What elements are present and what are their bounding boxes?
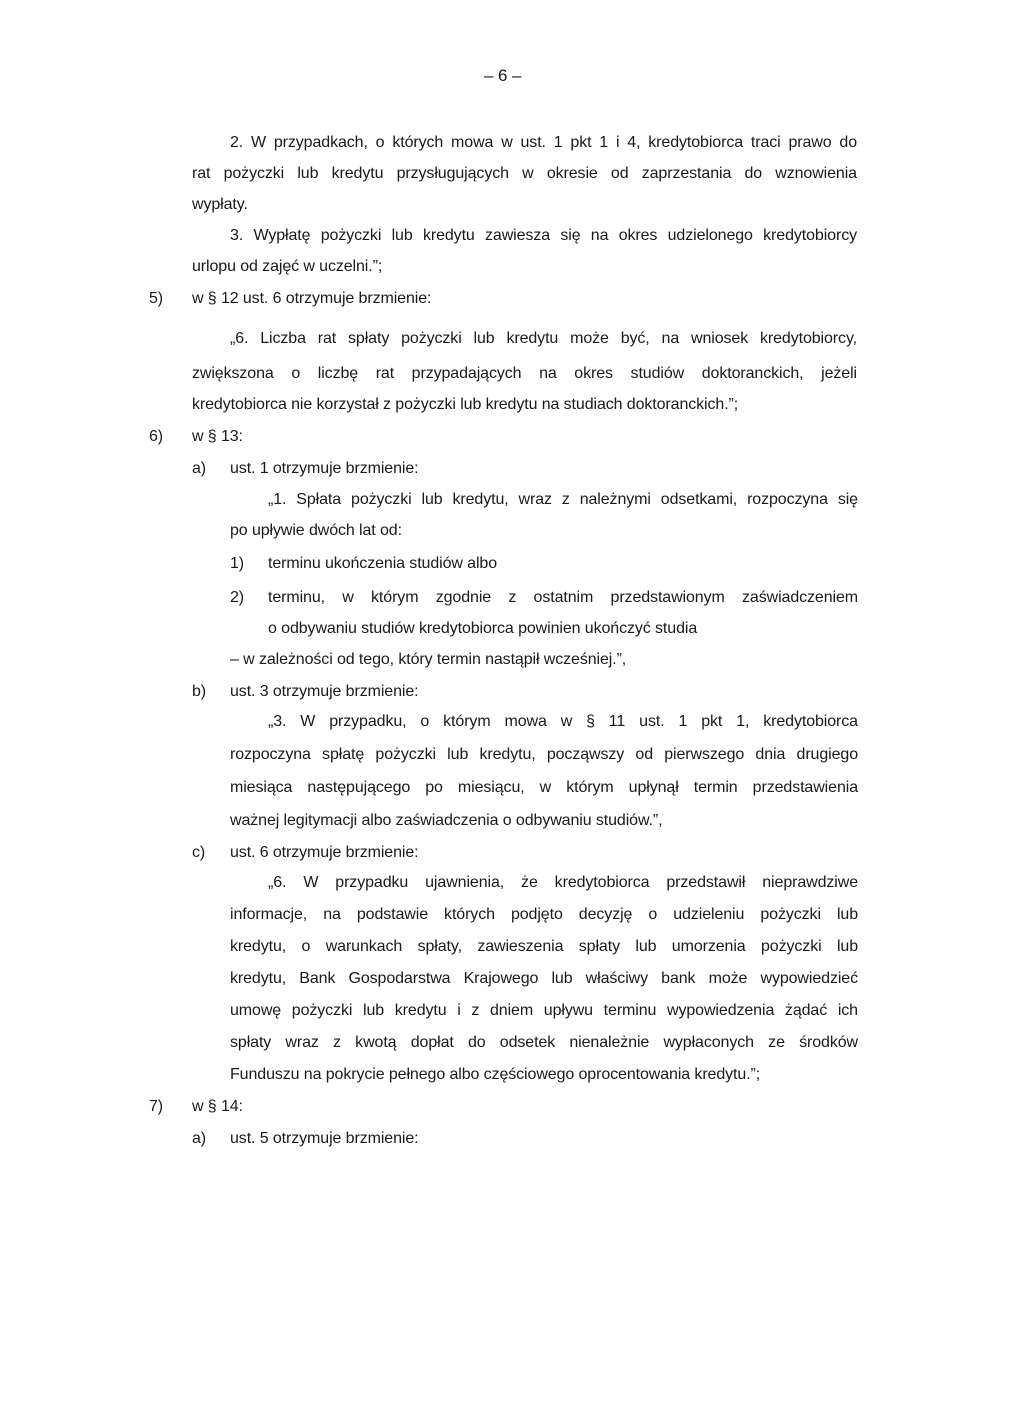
list-marker: 5) <box>149 290 164 307</box>
sub-list-item-text: ust. 6 otrzymuje brzmienie: <box>230 844 419 861</box>
paragraph-line: informacje, na podstawie których podjęto decyzję o udzieleniu pożyczki lub <box>230 906 858 923</box>
paragraph-line: 2. W przypadkach, o których mowa w ust. 1 pkt 1 i 4, kredytobiorca traci prawo do <box>230 134 857 151</box>
point-text: o odbywaniu studiów kredytobiorca powinien ukończyć studia <box>268 620 698 637</box>
page-number-text: – 6 – <box>484 66 522 85</box>
paragraph-line: miesiąca następującego po miesiącu, w którym upłynął termin przedstawienia <box>230 779 858 796</box>
list-item-text: w § 12 ust. 6 otrzymuje brzmienie: <box>192 290 432 307</box>
paragraph-line: kredytobiorca nie korzystał z pożyczki lub kredytu na studiach doktoranckich.”; <box>192 396 739 413</box>
list-item-text: w § 13: <box>192 428 243 445</box>
sub-list-marker: b) <box>192 683 207 700</box>
paragraph-line: zwiększona o liczbę rat przypadających na okres studiów doktoranckich, jeżeli <box>192 365 857 382</box>
point-text: terminu, w którym zgodnie z ostatnim przedstawionym zaświadczeniem <box>268 589 858 606</box>
paragraph-line: – w zależności od tego, który termin nastąpił wcześniej.”, <box>230 651 627 668</box>
paragraph-line: wypłaty. <box>192 196 248 213</box>
sub-list-marker: a) <box>192 460 207 477</box>
point-marker: 2) <box>230 589 245 606</box>
sub-list-marker: c) <box>192 844 206 861</box>
paragraph-line: ważnej legitymacji albo zaświadczenia o odbywaniu studiów.”, <box>230 812 663 829</box>
point-marker: 1) <box>230 555 245 572</box>
paragraph-line: „6. W przypadku ujawnienia, że kredytobiorca przedstawił nieprawdziwe <box>268 874 858 891</box>
list-item-text: w § 14: <box>192 1098 243 1115</box>
sub-list-marker: a) <box>192 1130 207 1147</box>
paragraph-line: kredytu, Bank Gospodarstwa Krajowego lub właściwy bank może wypowiedzieć <box>230 970 858 987</box>
paragraph-line: rat pożyczki lub kredytu przysługujących w okresie od zaprzestania do wznowienia <box>192 165 857 182</box>
paragraph-line: umowę pożyczki lub kredytu i z dniem upływu terminu wypowiedzenia żądać ich <box>230 1002 858 1019</box>
paragraph-line: po upływie dwóch lat od: <box>230 522 402 539</box>
point-text: terminu ukończenia studiów albo <box>268 555 498 572</box>
paragraph-line: kredytu, o warunkach spłaty, zawieszenia spłaty lub umorzenia pożyczki lub <box>230 938 858 955</box>
paragraph-line: „1. Spłata pożyczki lub kredytu, wraz z należnymi odsetkami, rozpoczyna się <box>268 491 858 508</box>
list-marker: 7) <box>149 1098 164 1115</box>
paragraph-line: spłaty wraz z kwotą dopłat do odsetek nienależnie wypłaconych ze środków <box>230 1034 858 1051</box>
paragraph-line: Funduszu na pokrycie pełnego albo częściowego oprocentowania kredytu.”; <box>230 1066 761 1083</box>
sub-list-item-text: ust. 1 otrzymuje brzmienie: <box>230 460 419 477</box>
paragraph-line: urlopu od zajęć w uczelni.”; <box>192 258 383 275</box>
list-marker: 6) <box>149 428 164 445</box>
paragraph-line: „6. Liczba rat spłaty pożyczki lub kredytu może być, na wniosek kredytobiorcy, <box>230 330 857 347</box>
paragraph-line: 3. Wypłatę pożyczki lub kredytu zawiesza się na okres udzielonego kredytobiorcy <box>230 227 857 244</box>
sub-list-item-text: ust. 3 otrzymuje brzmienie: <box>230 683 419 700</box>
paragraph-line: rozpoczyna spłatę pożyczki lub kredytu, począwszy od pierwszego dnia drugiego <box>230 746 858 763</box>
sub-list-item-text: ust. 5 otrzymuje brzmienie: <box>230 1130 419 1147</box>
paragraph-line: „3. W przypadku, o którym mowa w § 11 ust. 1 pkt 1, kredytobiorca <box>268 713 858 730</box>
